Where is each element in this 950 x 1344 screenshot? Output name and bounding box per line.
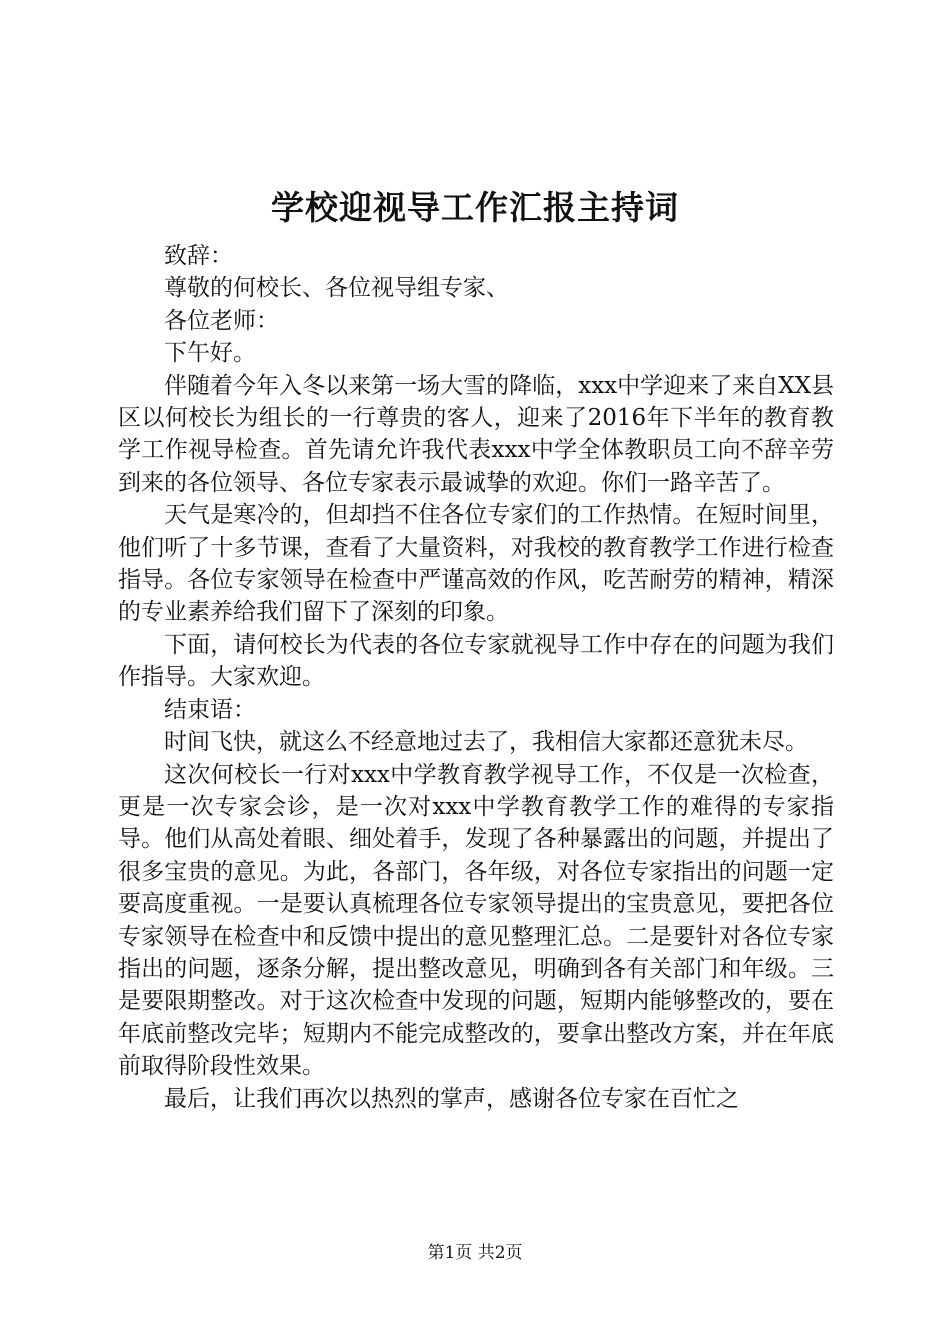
paragraph: 伴随着今年入冬以来第一场大雪的降临，xxx中学迎来了来自XX县区以何校长为组长的一行尊贵的客人，迎来了2016年下半年的教育教学工作视导检查。首先请允许我代表xxx中学全体教职员工向不辞辛劳到来的各位领导、各位专家表示最诚挚的欢迎。你们一路辛苦了。 [118,372,834,496]
document-body [118,240,834,1115]
paragraph: 下面，请何校长为代表的各位专家就视导工作中存在的问题为我们作指导。大家欢迎。 [118,631,834,691]
closing-label: 结束语： [164,696,256,723]
paragraph: 最后，让我们再次以热烈的掌声，感谢各位专家在百忙之 [164,1085,739,1112]
document-title: 学校迎视导工作汇报主持词 [271,188,679,227]
salutation-guests: 尊敬的何校长、各位视导组专家、 [164,275,509,302]
salutation-teachers: 各位老师： [164,307,279,334]
paragraph: 天气是寒冷的，但却挡不住各位专家们的工作热情。在短时间里，他们听了十多节课，查看了大量资料，对我校的教育教学工作进行检查指导。各位专家领导在检查中严谨高效的作风，吃苦耐劳的精神，精深的专业素养给我们留下了深刻的印象。 [118,502,834,626]
page-number-footer: 第1页 共2页 [427,1243,523,1263]
paragraph: 时间飞快，就这么不经意地过去了，我相信大家都还意犹未尽。 [164,729,808,756]
paragraph: 这次何校长一行对xxx中学教育教学视导工作，不仅是一次检查，更是一次专家会诊，是一次对xxx中学教育教学工作的难得的专家指导。他们从高处着眼、细处着手，发现了各种暴露出的问题，并提出了很多宝贵的意见。为此，各部门，各年级，对各位专家指出的问题一定要高度重视。一是要认真梳理各位专家领导提出的宝贵意见，要把各位专家领导在检查中和反馈中提出的意见整理汇总。二是要针对各位专家指出的问题，逐条分解，提出整改意见，明确到各有关部门和年级。三是要限期整改。对于这次检查中发现的问题，短期内能够整改的，要在年底前整改完毕；短期内不能完成整改的，要拿出整改方案，并在年底前取得阶段性效果。 [118,761,834,1080]
salutation-label: 致辞： [164,243,233,269]
greeting: 下午好。 [164,340,256,367]
